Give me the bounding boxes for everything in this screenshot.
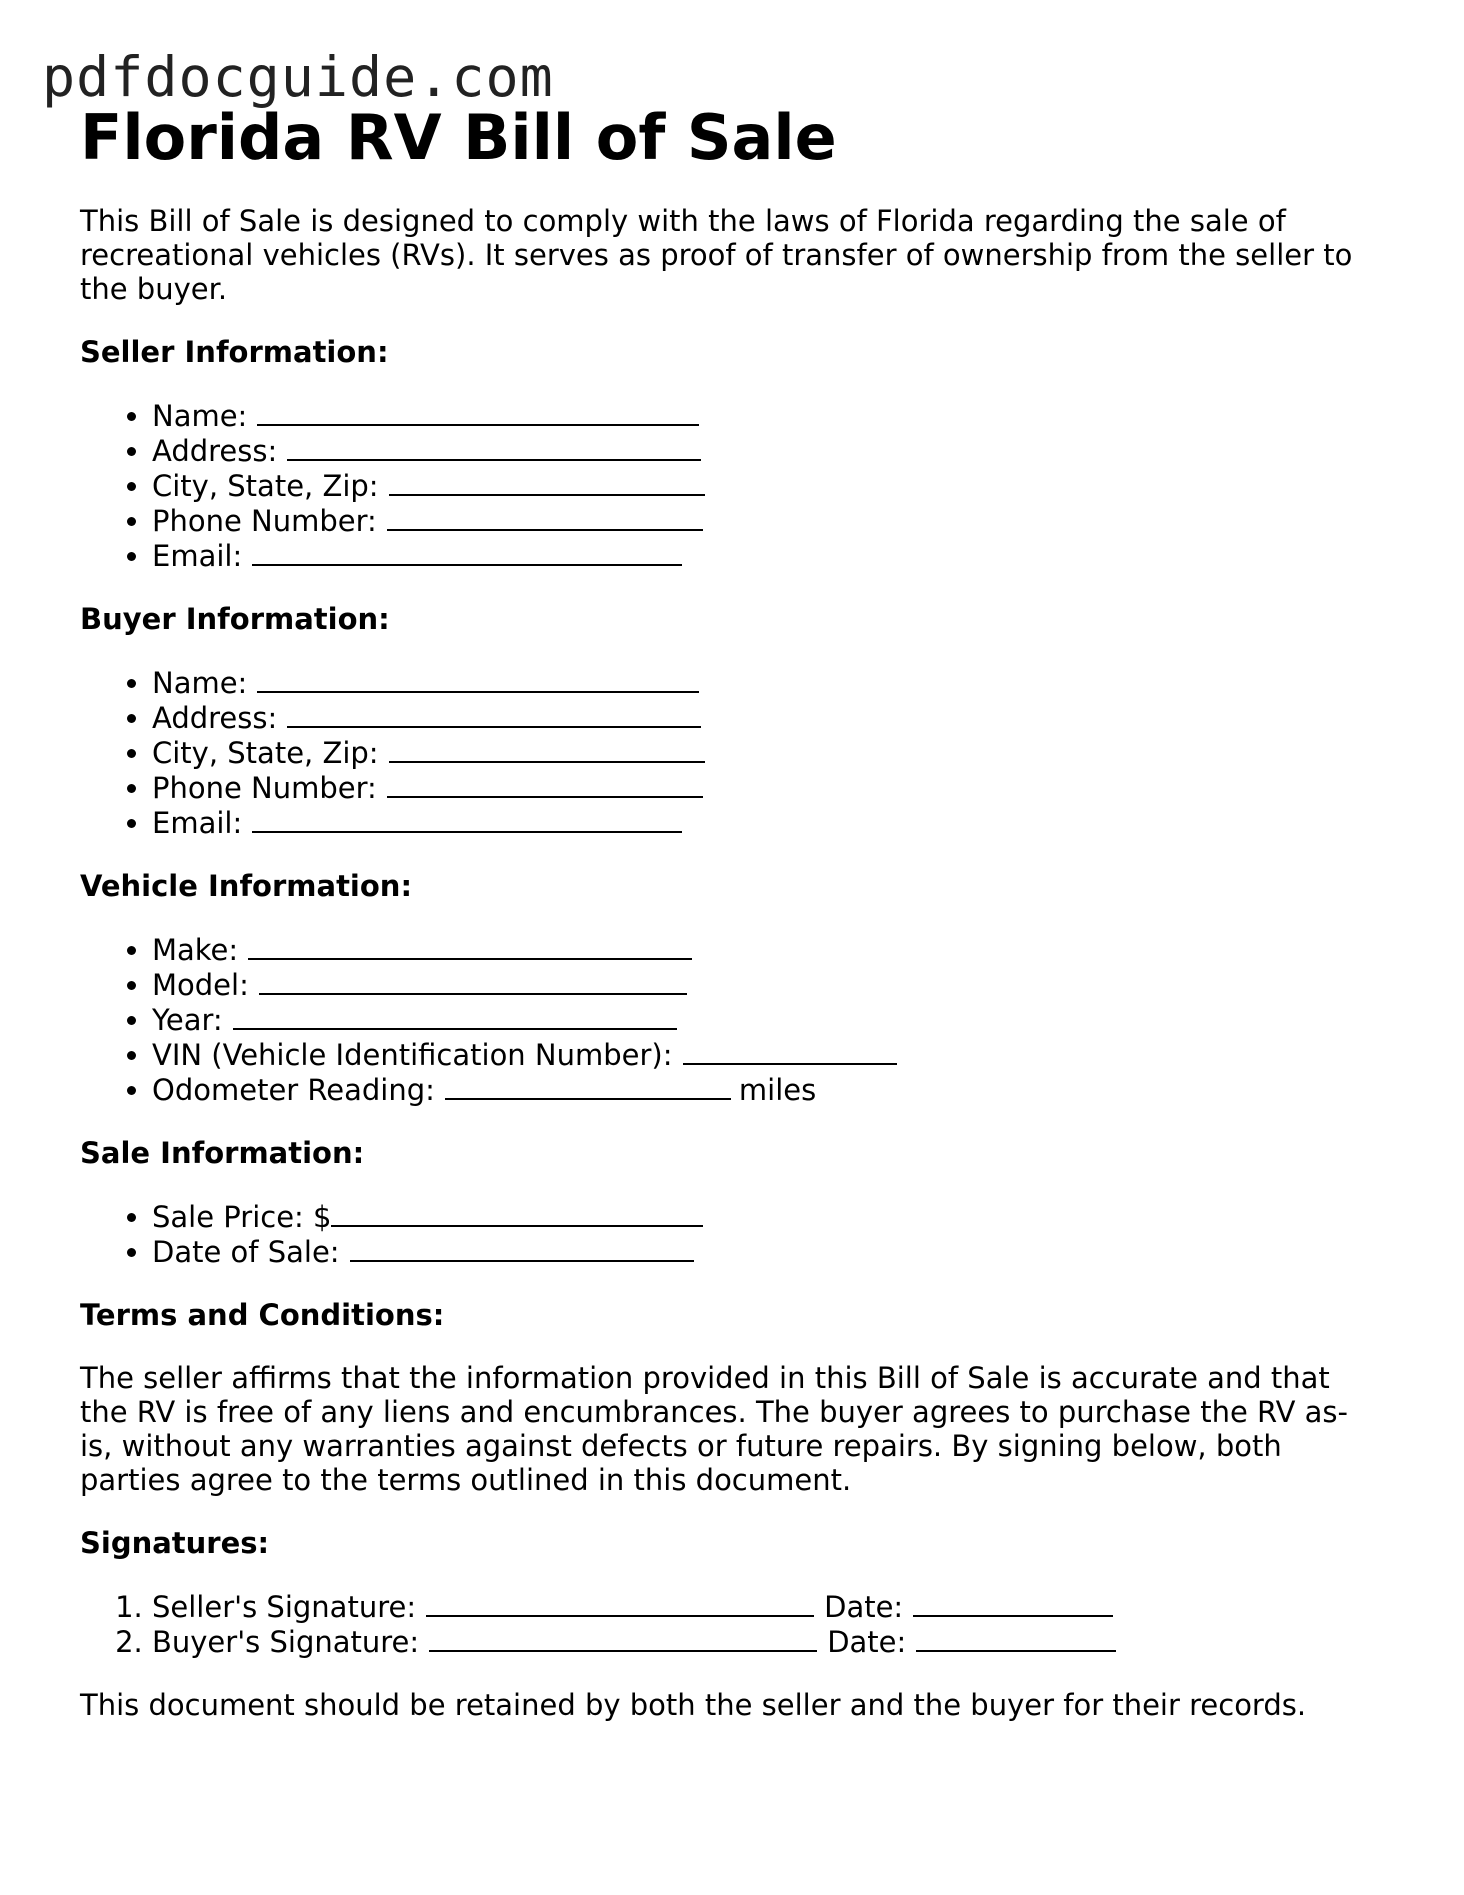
buyer-address-label: Address: <box>152 701 278 735</box>
buyer-name-blank[interactable] <box>257 665 699 693</box>
vehicle-odometer-item <box>152 1072 1380 1107</box>
sale-date-label: Date of Sale: <box>152 1235 340 1269</box>
buyer-signature-item <box>152 1624 1380 1659</box>
vehicle-odometer-unit: miles <box>738 1073 817 1107</box>
seller-phone-label: Phone Number: <box>152 504 377 538</box>
seller-signature-item <box>152 1589 1380 1624</box>
sale-date-blank[interactable] <box>350 1234 694 1262</box>
seller-email-blank[interactable] <box>252 538 682 566</box>
watermark-logo: pdfdocguide.com <box>42 45 554 109</box>
vehicle-field-list <box>80 932 1380 1107</box>
seller-city-label: City, State, Zip: <box>152 469 379 503</box>
seller-address-label: Address: <box>152 434 278 468</box>
buyer-signature-date-blank[interactable] <box>916 1624 1116 1652</box>
buyer-signature-blank[interactable] <box>429 1624 817 1652</box>
seller-name-blank[interactable] <box>257 398 699 426</box>
vehicle-model-label: Model: <box>152 968 249 1002</box>
buyer-city-item <box>152 735 1380 770</box>
seller-address-item <box>152 433 1380 468</box>
seller-signature-date-label: Date: <box>824 1590 904 1624</box>
vehicle-vin-blank[interactable] <box>683 1037 897 1065</box>
vehicle-year-blank[interactable] <box>233 1002 677 1030</box>
sale-price-label: Sale Price: $ <box>152 1200 332 1234</box>
buyer-signature-date-label: Date: <box>827 1625 907 1659</box>
seller-signature-blank[interactable] <box>426 1589 814 1617</box>
vehicle-section-heading: Vehicle Information: <box>80 869 413 903</box>
sale-price-item <box>152 1199 1380 1234</box>
seller-field-list <box>80 398 1380 573</box>
signatures-section-heading: Signatures: <box>80 1526 270 1560</box>
seller-section-heading: Seller Information: <box>80 335 389 369</box>
vehicle-vin-label: VIN (Vehicle Identification Number): <box>152 1038 673 1072</box>
buyer-name-label: Name: <box>152 666 248 700</box>
seller-signature-label: Seller's Signature: <box>152 1590 417 1624</box>
sale-date-item <box>152 1234 1380 1269</box>
vehicle-vin-item <box>152 1037 1380 1072</box>
buyer-address-item <box>152 700 1380 735</box>
vehicle-year-item <box>152 1002 1380 1037</box>
seller-email-item <box>152 538 1380 573</box>
buyer-field-list <box>80 665 1380 840</box>
buyer-email-blank[interactable] <box>252 805 682 833</box>
vehicle-odometer-blank[interactable] <box>445 1072 731 1100</box>
buyer-city-blank[interactable] <box>389 735 705 763</box>
vehicle-make-blank[interactable] <box>248 932 692 960</box>
buyer-email-label: Email: <box>152 806 243 840</box>
buyer-email-item <box>152 805 1380 840</box>
sale-price-blank[interactable] <box>331 1199 703 1227</box>
vehicle-model-item <box>152 967 1380 1002</box>
vehicle-model-blank[interactable] <box>259 967 687 995</box>
vehicle-make-label: Make: <box>152 933 239 967</box>
buyer-city-label: City, State, Zip: <box>152 736 379 770</box>
buyer-address-blank[interactable] <box>287 700 701 728</box>
buyer-signature-label: Buyer's Signature: <box>152 1625 420 1659</box>
terms-section-heading: Terms and Conditions: <box>80 1298 445 1332</box>
intro-paragraph: This Bill of Sale is designed to comply with the laws of Florida regarding the sale of recreational vehicles (RVs). It serves as proof of transfer of ownership from the seller to the buyer. <box>80 204 1353 306</box>
seller-email-label: Email: <box>152 539 243 573</box>
seller-phone-blank[interactable] <box>387 503 703 531</box>
buyer-phone-item <box>152 770 1380 805</box>
buyer-section-heading: Buyer Information: <box>80 602 390 636</box>
page-title: Florida RV Bill of Sale <box>80 101 837 174</box>
seller-city-item <box>152 468 1380 503</box>
buyer-phone-label: Phone Number: <box>152 771 377 805</box>
terms-paragraph: The seller affirms that the information provided in this Bill of Sale is accurate and that the RV is free of any liens and encumbrances. The buyer agrees to purchase the RV as-is, without any warranties against defects or future repairs. By signing below, both parties agree to the terms outlined in this document. <box>80 1361 1348 1497</box>
seller-name-item <box>152 398 1380 433</box>
vehicle-year-label: Year: <box>152 1003 223 1037</box>
vehicle-odometer-label: Odometer Reading: <box>152 1073 435 1107</box>
seller-name-label: Name: <box>152 399 248 433</box>
buyer-name-item <box>152 665 1380 700</box>
closing-note: This document should be retained by both the seller and the buyer for their records. <box>80 1688 1307 1722</box>
sale-field-list <box>80 1199 1380 1269</box>
signature-list <box>80 1589 1380 1659</box>
vehicle-make-item <box>152 932 1380 967</box>
sale-section-heading: Sale Information: <box>80 1136 365 1170</box>
seller-phone-item <box>152 503 1380 538</box>
document-body <box>80 102 1380 1722</box>
seller-address-blank[interactable] <box>287 433 701 461</box>
seller-signature-date-blank[interactable] <box>913 1589 1113 1617</box>
buyer-phone-blank[interactable] <box>387 770 703 798</box>
seller-city-blank[interactable] <box>389 468 705 496</box>
